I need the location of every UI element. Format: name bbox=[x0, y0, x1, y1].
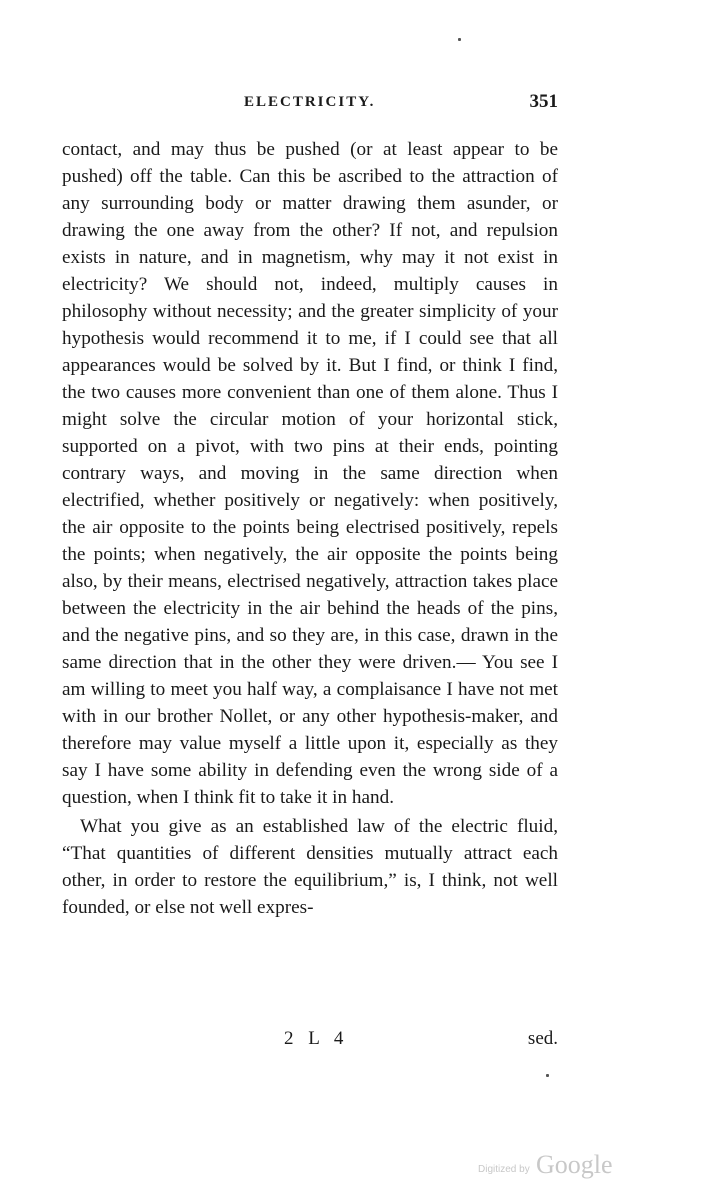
watermark-prefix: Digitized by bbox=[478, 1164, 530, 1175]
running-header bbox=[62, 91, 558, 118]
watermark-brand: Google bbox=[536, 1150, 613, 1179]
digitization-watermark bbox=[478, 1150, 628, 1180]
catchword: sed. bbox=[527, 1028, 558, 1049]
running-title: ELECTRICITY. bbox=[244, 94, 376, 110]
print-speck bbox=[458, 38, 461, 41]
body-text bbox=[62, 136, 558, 921]
paragraph: contact, and may thus be pushed (or at least appear to be pushed) off the table. Can this be ascribed to the attraction of any surrounding body or matter drawing them asunder, or drawing the one away from the other? If not, and repulsion exists in nature, and in magnetism, why may it not exist in electricity? We should not, indeed, multiply causes in philosophy without necessity; and the greater simplicity of your hypothesis would recommend it to me, if I could see that all appearances would be solved by it. But I find, or think I find, the two causes more convenient than one of them alone. Thus I might solve the circular motion of your horizontal stick, supported on a pivot, with two pins at their ends, pointing contrary ways, and moving in the same direction when electrified, whether positively or negatively: when positively, the air opposite to the points being electrised positively, repels the points; when negatively, the air opposite the points being also, by their means, electrised negatively, attraction takes place between the electricity in the air behind the heads of the pins, and the negative pins, and so they are, in this case, drawn in the same direction that in the other they were driven.— You see I am willing to meet you half way, a complaisance I have not met with in our brother Nollet, or any other hypothesis-maker, and therefore may value myself a little upon it, especially as they say I have some ability in defending even the wrong side of a question, when I think fit to take it in hand. bbox=[62, 139, 558, 808]
paragraph: What you give as an established law of the electric fluid, “That quantities of different densities mutually attract each other, in order to restore the equilibrium,” is, I think, not well founded, or else not well expres- bbox=[62, 816, 558, 918]
print-speck bbox=[546, 1074, 549, 1077]
page-number: 351 bbox=[529, 91, 558, 112]
signature-mark: 2 L 4 bbox=[284, 1028, 349, 1049]
page-footer bbox=[62, 1028, 558, 1054]
